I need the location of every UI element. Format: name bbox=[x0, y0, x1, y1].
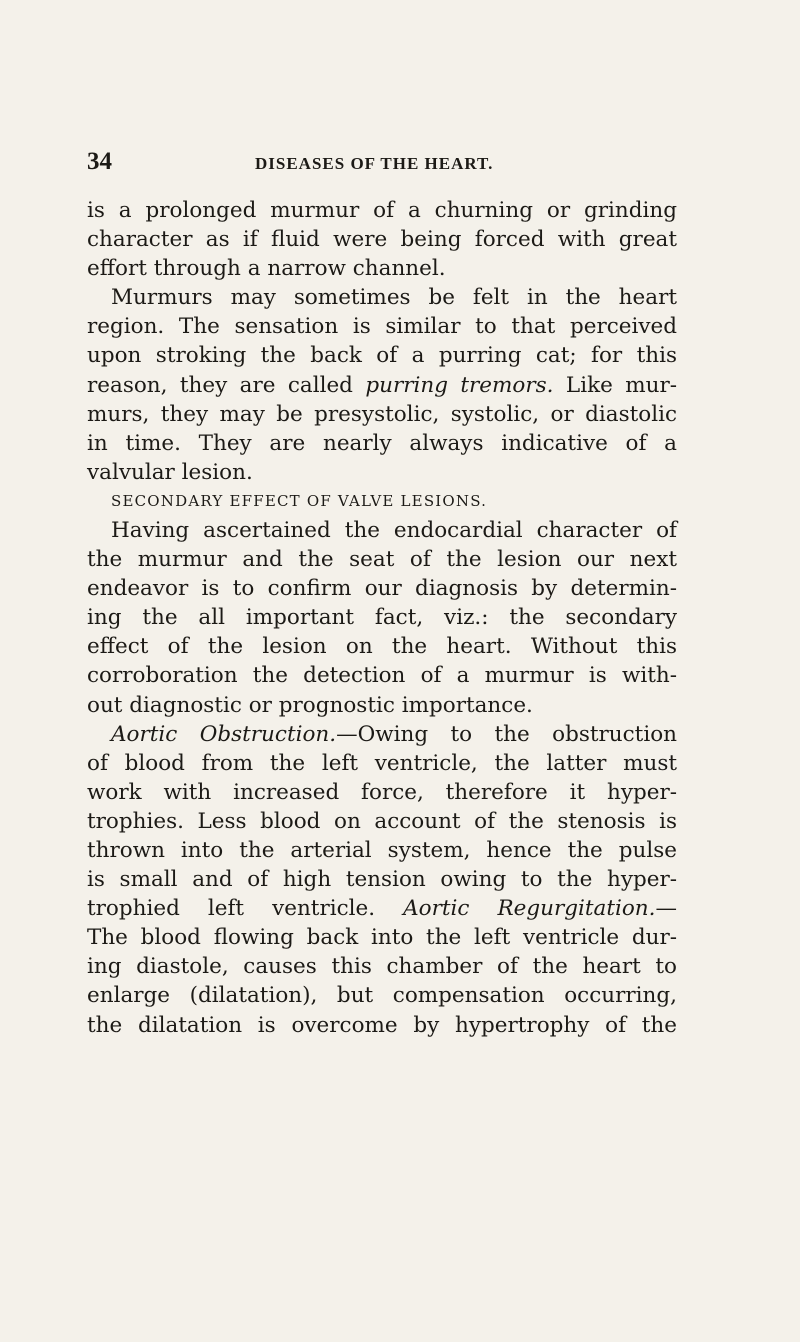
text-line: upon stroking the back of a purring cat; for this bbox=[87, 343, 677, 369]
text-run: trophied left ventricle. bbox=[87, 896, 404, 922]
text-line: Murmurs may sometimes be felt in the heart bbox=[111, 285, 677, 311]
text-line: valvular lesion. bbox=[87, 459, 253, 485]
text-line: region. The sensation is similar to that perceived bbox=[87, 314, 677, 340]
text-line: the dilatation is overcome by hypertrophy of the bbox=[87, 1012, 677, 1038]
subsection-title: Aortic Regurgitation. bbox=[403, 896, 656, 922]
text-run: Like mur- bbox=[553, 372, 677, 398]
text-line: corroboration the detection of a murmur is with- bbox=[87, 663, 677, 689]
text-line bbox=[87, 720, 677, 749]
text-line: The blood flowing back into the left ventricle dur- bbox=[87, 925, 677, 951]
page-header bbox=[87, 148, 667, 180]
text-line: work with increased force, therefore it hyper- bbox=[87, 779, 677, 805]
text-line: character as if fluid were being forced with great bbox=[87, 227, 677, 253]
subsection-title: Aortic Obstruction. bbox=[111, 721, 337, 747]
text-line: ing the all important fact, viz.: the secondary bbox=[87, 605, 677, 631]
text-line: of blood from the left ventricle, the latter must bbox=[87, 750, 677, 776]
text-line: ing diastole, causes this chamber of the heart to bbox=[87, 954, 677, 980]
text-line bbox=[87, 371, 677, 400]
text-line: trophies. Less blood on account of the stenosis is bbox=[87, 808, 677, 834]
text-line: murs, they may be presystolic, systolic, or diastolic bbox=[87, 401, 677, 427]
section-heading: SECONDARY EFFECT OF VALVE LESIONS. bbox=[111, 491, 488, 510]
page-number: 34 bbox=[87, 148, 112, 175]
running-title: DISEASES OF THE HEART. bbox=[255, 154, 494, 173]
text-run: —Owing to the obstruction bbox=[336, 721, 677, 747]
text-line: is small and of high tension owing to the hyper- bbox=[87, 867, 677, 893]
text-line: in time. They are nearly always indicative of a bbox=[87, 430, 677, 456]
text-line: is a prolonged murmur of a churning or grinding bbox=[87, 198, 677, 223]
text-line bbox=[87, 894, 677, 923]
text-run: — bbox=[655, 896, 677, 922]
body-text bbox=[87, 196, 677, 1040]
text-line: the murmur and the seat of the lesion our next bbox=[87, 547, 677, 573]
text-line: effort through a narrow channel. bbox=[87, 256, 446, 282]
text-run: reason, they are called bbox=[87, 372, 366, 398]
text-line: effect of the lesion on the heart. Without this bbox=[87, 634, 677, 660]
text-line: Having ascertained the endocardial character of bbox=[111, 517, 677, 543]
text-line: out diagnostic or prognostic importance. bbox=[87, 692, 533, 718]
text-line: enlarge (dilatation), but compensation occurring, bbox=[87, 983, 677, 1009]
emphasis-term: purring tremors. bbox=[365, 372, 554, 398]
text-line: thrown into the arterial system, hence the pulse bbox=[87, 837, 677, 863]
text-line: endeavor is to confirm our diagnosis by determin- bbox=[87, 576, 677, 602]
